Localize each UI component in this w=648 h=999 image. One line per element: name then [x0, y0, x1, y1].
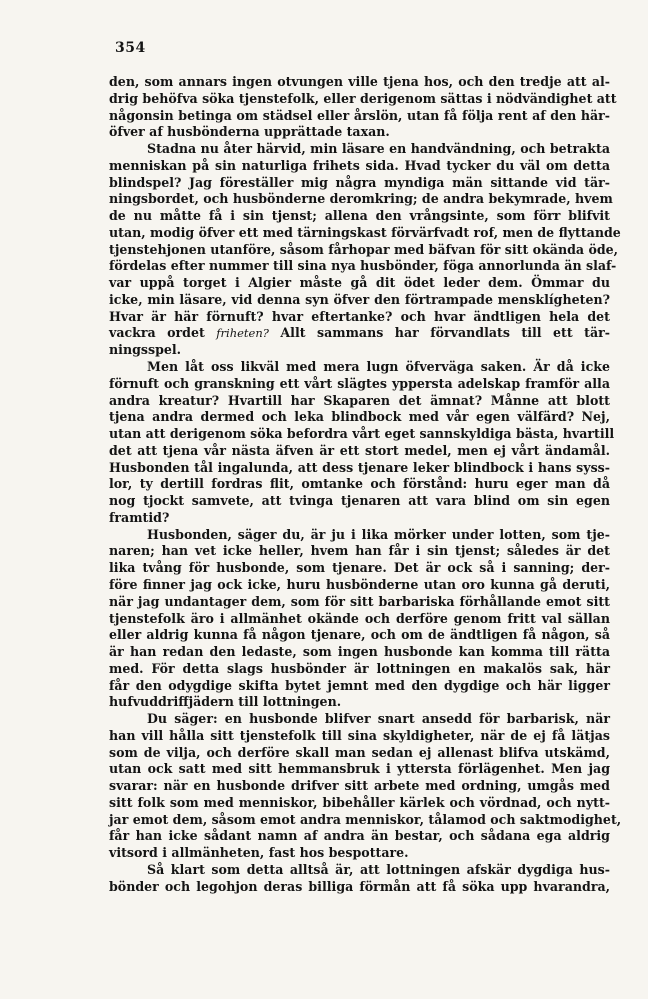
text-line: [109, 90, 617, 108]
text-line-content: vitsord i allmänheten, fast hos bespottare.: [109, 845, 409, 861]
text-line: [109, 577, 610, 594]
text-line-content: Husbonden tål ingalunda, att dess tjenare leker blindbock i hans syss-: [109, 459, 610, 475]
text-line-content: tjena andra dermed och leka blindbock med vår egen välfärd? Nej,: [109, 409, 610, 425]
text-line-content: blindspel? Jag föreställer mig några myndiga män sittande vid tär-: [109, 174, 610, 190]
text-line-content: när jag undantager dem, som för sitt barbariska förhållande emot sitt: [109, 593, 610, 609]
text-line-content: får den odygdige skifta bytet jemnt med den dygdige och här ligger: [109, 677, 610, 693]
text-line: [109, 527, 610, 544]
text-line: [109, 309, 610, 326]
text-line-content: framtid?: [109, 509, 170, 525]
text-line-content: är han redan den ledaste, som ingen husbonde kan komma till rätta: [109, 644, 610, 660]
text-line: [109, 342, 610, 359]
text-line: [109, 745, 610, 762]
text-line: [109, 292, 610, 309]
text-line: [109, 359, 610, 376]
text-line: [109, 175, 610, 192]
book-page: [109, 38, 622, 896]
text-line: [109, 393, 610, 410]
text-line-content: jar emot dem, såsom emot andra menniskor, tålamod och saktmodighet,: [109, 811, 622, 827]
text-line: [109, 694, 610, 711]
text-line: [109, 811, 622, 829]
text-line: [109, 711, 610, 728]
text-line-content: icke, min läsare, vid denna syn öfver den förtrampade mensklígheten?: [109, 291, 610, 307]
text-line-content: tjenstefolk äro i allmänhet okände och derföre genom fritt val sällan: [109, 610, 610, 626]
text-line-content: utan, modig öfver ett med tärningskast förvärfvadt rof, men de flyttande: [109, 224, 621, 240]
text-line-content: var uppå torget i Algier måste gå dit ödet leder dem. Ömmar du: [109, 275, 610, 291]
text-line-content: Allt sammans har förvandlats till ett tär-: [280, 325, 610, 341]
text-line: [109, 510, 610, 527]
text-line: [109, 325, 610, 342]
text-line-content: förnuft och granskning ett vårt slägtes yppersta adelskap framför alla: [109, 375, 610, 391]
text-line-content: Husbonden, säger du, är ju i lika mörker under lotten, som tje-: [147, 526, 610, 542]
text-line-content: lor, ty dertill fordras flit, omtanke och förstånd: huru eger man då: [109, 476, 610, 492]
text-line: [109, 778, 610, 795]
text-line: [109, 761, 610, 778]
text-line-content: före finner jag ock icke, huru husbönderne utan oro kunna gå deruti,: [109, 576, 610, 592]
text-line-content: menniskan på sin naturliga frihets sida. Hvad tycker du väl om detta: [109, 157, 610, 173]
italic-word: friheten?: [216, 326, 269, 341]
text-line: [109, 644, 610, 661]
text-line-content: Men låt oss likväl med mera lugn öfverväga saken. Är då icke: [147, 359, 610, 375]
text-line: [109, 275, 610, 292]
text-line-content: som de vilja, och derföre skall man sedan ej allenast blifva utskämd,: [109, 744, 610, 760]
text-line-content: de nu måtte få i sin tjenst; allena den vrångsinte, som förr blifvit: [109, 208, 610, 224]
text-line-content: eller aldrig kunna få någon tjenare, och om de ändtligen få någon, så: [109, 627, 610, 643]
text-line: [109, 828, 610, 845]
page-number: 354: [115, 40, 146, 56]
text-line: [109, 678, 610, 695]
text-line-content: ningsspel.: [109, 342, 182, 358]
text-line-content: nog tjockt samvete, att tvinga tjenaren att vara blind om sin egen: [109, 493, 610, 509]
text-line: [109, 560, 610, 577]
text-line-content: utan att derigenom söka befordra vårt eget sannskyldiga bästa, hvartill: [109, 426, 615, 442]
text-line-content: andra kreatur? Hvartill har Skaparen det ämnat? Månne att blott: [109, 392, 610, 408]
text-line-content: hufvuddriffjädern till lottningen.: [109, 694, 342, 710]
text-line-content: naren; han vet icke heller, hvem han får i sin tjenst; således är det: [109, 543, 610, 559]
text-line: [109, 862, 610, 879]
text-line: [109, 460, 610, 477]
text-line: [109, 409, 610, 426]
text-line: [109, 376, 610, 393]
text-line: [109, 627, 610, 644]
text-line-content: Så klart som detta alltså är, att lottningen afskär dygdiga hus-: [147, 861, 610, 877]
text-line-content: vackra ordet: [109, 325, 205, 341]
text-line-content: sitt folk som med menniskor, bibehåller kärlek och vördnad, och nytt-: [109, 794, 610, 810]
text-line: [109, 543, 610, 560]
text-line: [109, 124, 610, 141]
text-line-content: lika tvång för husbonde, som tjenare. Det är ock så i sanning; der-: [109, 560, 610, 576]
text-line: [109, 141, 610, 158]
text-line: [109, 258, 617, 275]
text-line: [109, 476, 610, 493]
text-line-content: Stadna nu åter härvid, min läsare en handvändning, och betrakta: [147, 141, 610, 157]
text-line: [109, 241, 619, 259]
text-line-content: med. För detta slags husbönder är lottningen en makalös sak, här: [109, 660, 610, 676]
text-line-content: tjenstehjonen utanföre, såsom fårhopar med bäfvan för sitt okända öde,: [109, 241, 619, 257]
text-line: [109, 191, 613, 208]
text-line: [109, 493, 610, 510]
text-line-content: svarar: när en husbonde drifver sitt arbete med ordning, umgås med: [109, 778, 610, 794]
text-line-content: får han icke sådant namn af andra än bestar, och sådana ega aldrig: [109, 828, 610, 844]
text-line-content: fördelas efter nummer till sina nya husbönder, föga annorlunda än slaf-: [109, 258, 617, 274]
text-line: [109, 158, 610, 175]
text-line-content: Du säger: en husbonde blifver snart ansedd för barbarisk, när: [147, 711, 610, 727]
text-line: [109, 594, 610, 611]
text-line-content: ningsbordet, och husbönderne deromkring; de andra bekymrade, hvem: [109, 191, 613, 207]
text-line: [109, 426, 615, 443]
text-line-content: utan ock satt med sitt hemmansbruk i yttersta förlägenhet. Men jag: [109, 761, 610, 777]
text-line-content: han vill hålla sitt tjenstefolk till sina skyldigheter, när de ej få lätjas: [109, 727, 610, 743]
text-line: [109, 661, 610, 678]
text-line: [109, 611, 610, 628]
text-line-content: det att tjena vår nästa äfven är ett stort medel, men ej vårt ändamål.: [109, 442, 610, 458]
text-line: [109, 795, 610, 812]
text-line-content: bönder och legohjon deras billiga förmån att få söka upp hvarandra,: [109, 878, 610, 894]
text-line-content: någonsin betinga om städsel eller årslön, utan få följa rent af den här-: [109, 107, 610, 123]
page-text: [109, 74, 622, 896]
text-line: [109, 74, 610, 91]
text-line: [109, 879, 610, 896]
text-line: [109, 845, 610, 862]
text-line: [109, 108, 610, 125]
text-line-content: Hvar är här förnuft? hvar eftertanke? och hvar ändtligen hela det: [109, 308, 610, 324]
text-line-content: drig behöfva söka tjenstefolk, eller derigenom sättas i nödvändighet att: [109, 90, 617, 106]
text-line: [109, 224, 621, 242]
text-line: [109, 728, 610, 745]
text-line: [109, 443, 610, 460]
text-line-content: den, som annars ingen otvungen ville tjena hos, och den tredje att al-: [109, 74, 610, 89]
text-line: [109, 208, 610, 225]
text-line-content: öfver af husbönderna upprättade taxan.: [109, 124, 390, 140]
